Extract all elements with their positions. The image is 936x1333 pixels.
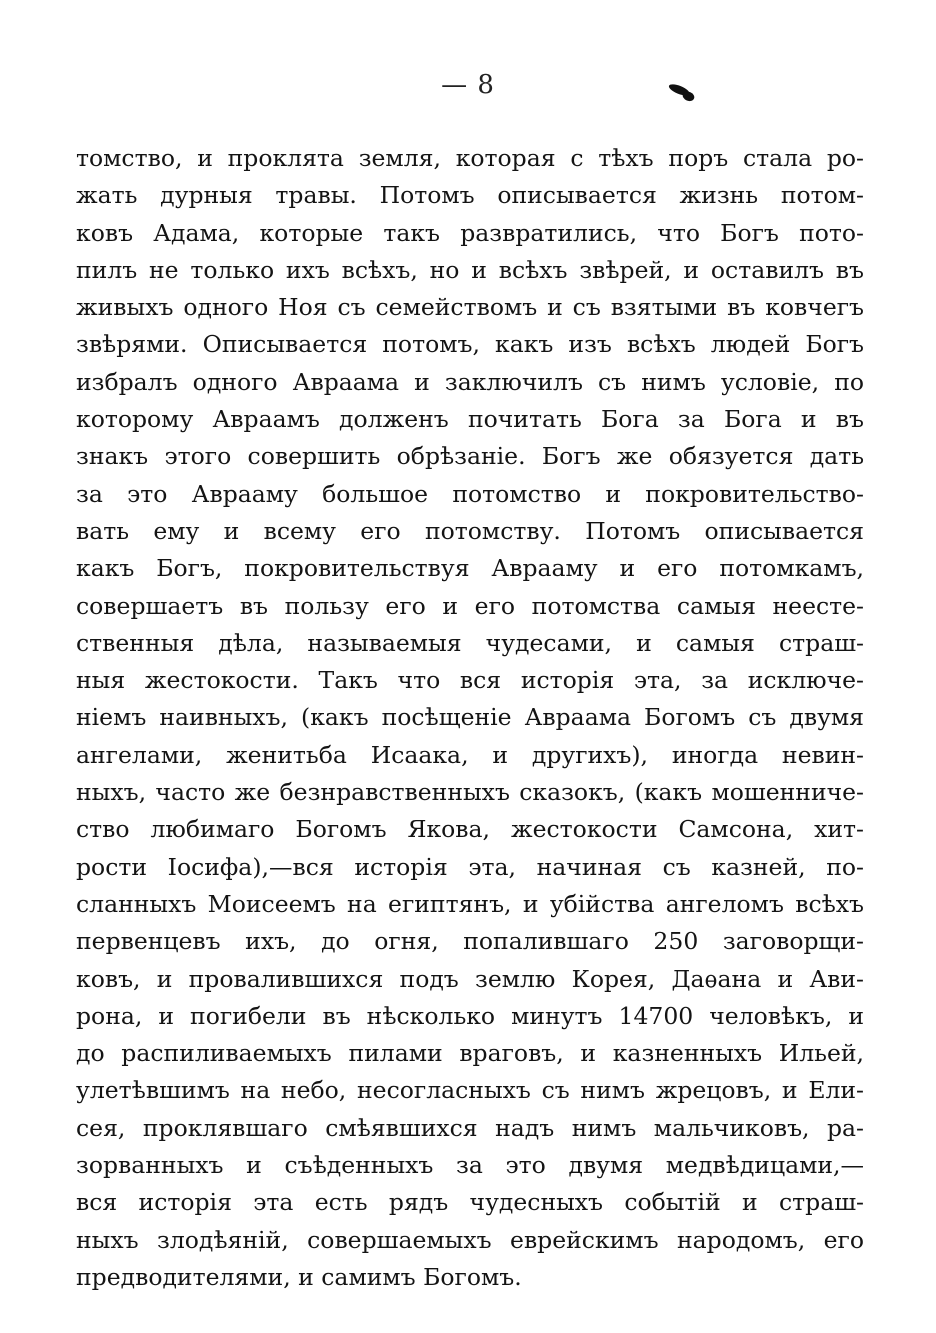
text-line: ковъ Адама, которые такъ развратились, что Богъ пото- — [76, 218, 864, 247]
text-line: предводителями, и самимъ Богомъ. — [76, 1262, 522, 1291]
text-line: ныхъ злодѣяній, совершаемыхъ еврейскимъ народомъ, его — [76, 1225, 864, 1254]
body-text — [76, 140, 864, 1296]
text-line: за это Аврааму большое потомство и покровительство- — [76, 479, 864, 508]
text-line: ковъ, и провалившихся подъ землю Корея, Даѳана и Ави- — [76, 964, 864, 993]
text-line: совершаетъ въ пользу его и его потомства самыя неесте- — [76, 591, 864, 620]
text-line: рости Іосифа),—вся исторія эта, начиная съ казней, по- — [76, 852, 864, 881]
text-line: томство, и проклята земля, которая с тѣхъ поръ стала ро- — [76, 144, 864, 172]
text-line: пилъ не только ихъ всѣхъ, но и всѣхъ звѣрей, и оставилъ въ — [76, 255, 864, 284]
page-number: — 8 — [441, 70, 495, 100]
text-line: живыхъ одного Ноя съ семействомъ и съ взятыми въ ковчегъ — [76, 293, 864, 322]
text-line: ангелами, женитьба Исаака, и другихъ), иногда невин- — [76, 740, 864, 769]
text-line: какъ Богъ, покровительствуя Аврааму и его потомкамъ, — [76, 554, 864, 583]
text-line: улетѣвшимъ на небо, несогласныхъ съ нимъ жрецовъ, и Ели- — [76, 1076, 864, 1105]
text-line: жать дурныя травы. Потомъ описывается жизнь потом- — [76, 181, 864, 210]
text-line: ство любимаго Богомъ Якова, жестокости Самсона, хит- — [76, 815, 864, 844]
text-line: зорванныхъ и съѣденныхъ за это двумя медвѣдицами,— — [76, 1151, 864, 1180]
text-line: сланныхъ Моисеемъ на египтянъ, и убійства ангеломъ всѣхъ — [76, 889, 864, 918]
text-line: вать ему и всему его потомству. Потомъ описывается — [76, 516, 864, 545]
text-line: вся исторія эта есть рядъ чудесныхъ событій и страш- — [76, 1188, 864, 1217]
text-line: до распиливаемыхъ пилами враговъ, и казненныхъ Ильей, — [76, 1039, 864, 1068]
text-line: которому Авраамъ долженъ почитать Бога за Бога и въ — [76, 405, 864, 434]
text-line: ственныя дѣла, называемыя чудесами, и самыя страш- — [76, 628, 864, 657]
text-line: ніемъ наивныхъ, (какъ посѣщеніе Авраама Богомъ съ двумя — [76, 703, 864, 732]
text-line: сея, проклявшаго смѣявшихся надъ нимъ мальчиковъ, ра- — [76, 1113, 864, 1142]
text-line: знакъ этого совершить обрѣзаніе. Богъ же обязуется дать — [76, 442, 864, 471]
text-line: избралъ одного Авраама и заключилъ съ нимъ условіе, по — [76, 367, 864, 396]
text-line: звѣрями. Описывается потомъ, какъ изъ всѣхъ людей Богъ — [76, 330, 864, 359]
text-line: ныхъ, часто же безнравственныхъ сказокъ, (какъ мошенниче- — [76, 778, 864, 807]
text-line: ныя жестокости. Такъ что вся исторія эта, за исключе- — [76, 666, 864, 695]
text-line: рона, и погибели въ нѣсколько минутъ 14700 человѣкъ, и — [76, 1001, 864, 1030]
text-line: первенцевъ ихъ, до огня, попалившаго 250 заговорщи- — [76, 927, 864, 956]
